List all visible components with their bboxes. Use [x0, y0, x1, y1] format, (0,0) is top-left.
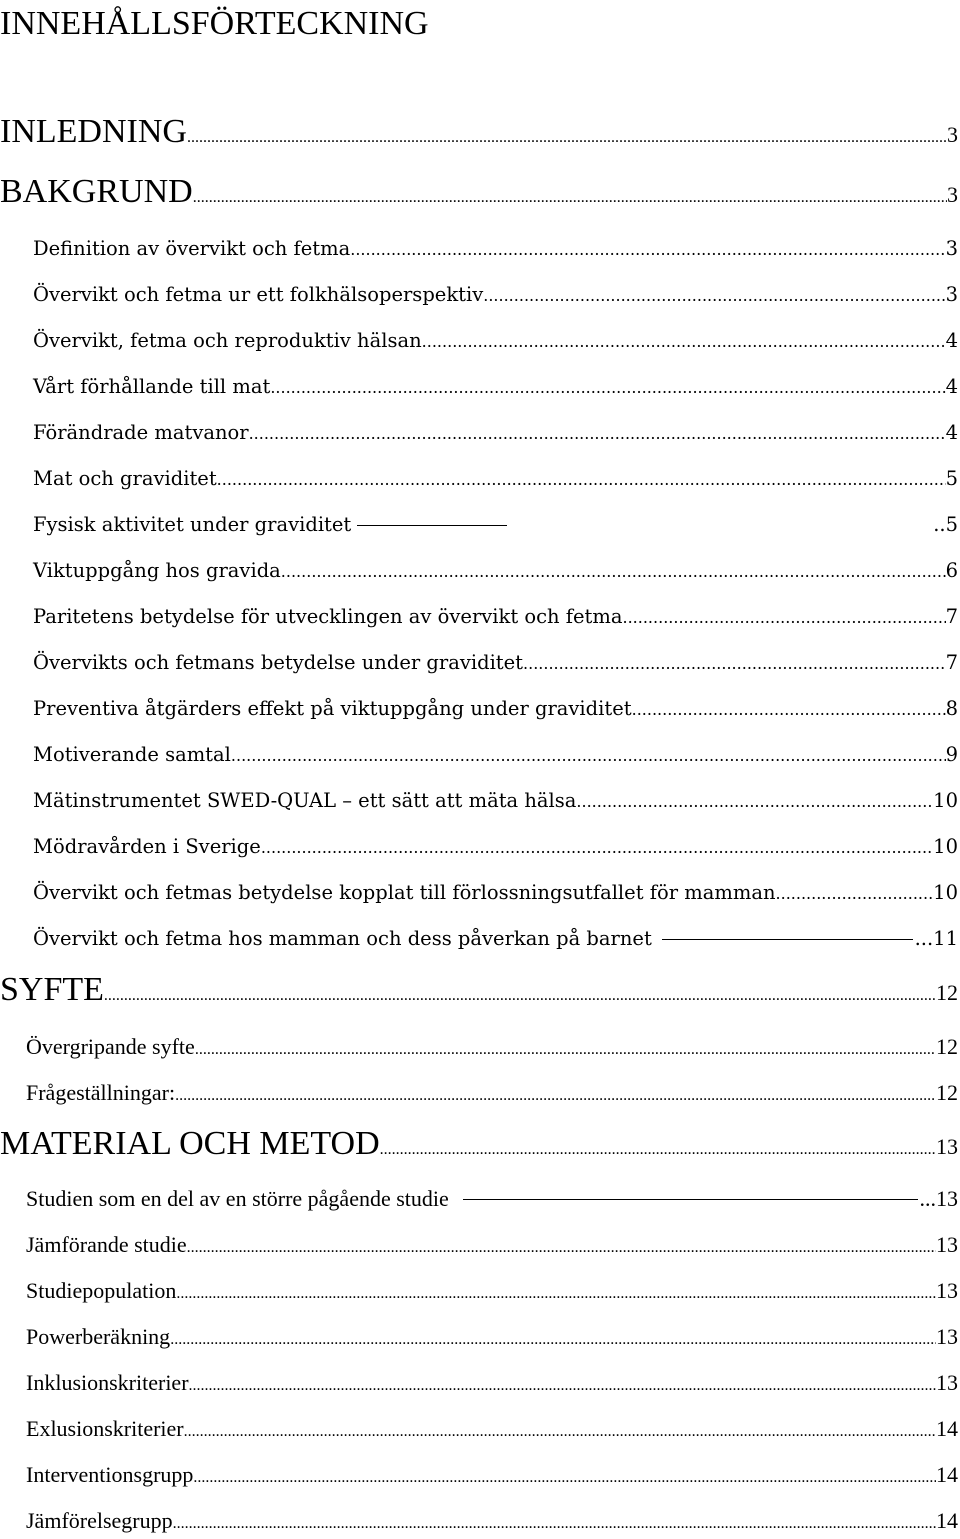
toc-entry-label: SYFTE: [0, 971, 104, 1008]
toc-entry-label: Preventiva åtgärders effekt på viktuppgång under graviditet: [33, 697, 632, 720]
toc-dot-leader: [231, 741, 946, 771]
toc-entry-syfte[interactable]: [0, 968, 958, 1018]
toc-page-number: 3: [945, 237, 958, 260]
toc-page-number: 12: [936, 980, 958, 1005]
toc-page-number: 14: [936, 1508, 958, 1533]
toc-entry-swed-qual[interactable]: [0, 786, 958, 817]
toc-line-leader: [357, 525, 507, 526]
toc-entry-label: Övervikt och fetma hos mamman och dess påverkan på barnet: [33, 927, 652, 950]
toc-entry-label: Övervikt och fetmas betydelse kopplat till förlossningsutfallet för mamman: [33, 881, 776, 904]
toc-line-leader: [463, 1199, 918, 1200]
toc-entry-paverkan-pa-barnet[interactable]: [0, 924, 958, 954]
toc-entry-inledning[interactable]: [0, 110, 958, 160]
toc-page-number: 13: [936, 1278, 958, 1303]
toc-entry-label: Övervikt och fetma ur ett folkhälsoperspektiv: [33, 283, 484, 306]
toc-dot-leader: [350, 235, 945, 265]
toc-entry-forhallande-till-mat[interactable]: [0, 372, 958, 403]
toc-entry-definition[interactable]: [0, 234, 958, 265]
toc-dot-leader: [175, 1081, 936, 1111]
toc-page-number: ..5: [933, 513, 958, 536]
toc-dot-leader: [184, 1417, 936, 1447]
toc-page-number: 5: [945, 467, 958, 490]
toc-dot-leader: [632, 695, 946, 725]
toc-entry-label: Förändrade matvanor: [33, 421, 249, 444]
toc-dot-leader: [189, 1371, 936, 1401]
toc-page-number: ...11: [914, 927, 958, 950]
toc-entry-label: Mat och graviditet: [33, 467, 217, 490]
toc-page-number: 13: [936, 1232, 958, 1257]
toc-page-number: 13: [936, 1324, 958, 1349]
toc-entry-motiverande-samtal[interactable]: [0, 740, 958, 771]
toc-entry-label: Paritetens betydelse för utvecklingen av övervikt och fetma: [33, 605, 623, 628]
toc-dot-leader: [176, 1279, 936, 1309]
toc-entry-fysisk-aktivitet[interactable]: [0, 510, 958, 540]
toc-dot-leader: [576, 787, 933, 817]
toc-entry-label: Jämförande studie: [26, 1232, 187, 1257]
toc-dot-leader: [217, 465, 946, 495]
toc-page-number: 4: [945, 329, 958, 352]
toc-page-number: 13: [936, 1370, 958, 1395]
toc-entry-modravarden[interactable]: [0, 832, 958, 863]
toc-entry-mat-och-graviditet[interactable]: [0, 464, 958, 495]
toc-dot-leader: [193, 176, 947, 220]
toc-entry-label: Övervikts och fetmans betydelse under graviditet: [33, 651, 524, 674]
toc-entry-studien[interactable]: [0, 1184, 958, 1214]
toc-entry-interventionsgrupp[interactable]: [0, 1460, 958, 1493]
toc-dot-leader: [187, 1233, 936, 1263]
toc-page-number: 10: [933, 789, 958, 812]
toc-dot-leader: [281, 557, 946, 587]
toc-entry-label: Mätinstrumentet SWED-QUAL – ett sätt att mäta hälsa: [33, 789, 577, 812]
toc-dot-leader: [195, 1035, 936, 1065]
toc-entry-label: Motiverande samtal: [33, 743, 231, 766]
toc-entry-forlossningsutfallet[interactable]: [0, 878, 958, 909]
toc-dot-leader: [104, 974, 936, 1018]
toc-dot-leader: [380, 1128, 936, 1172]
toc-page-number: 8: [945, 697, 958, 720]
toc-entry-label: Interventionsgrupp: [26, 1462, 194, 1487]
toc-entry-label: Powerberäkning: [26, 1324, 171, 1349]
toc-entry-label: Fysisk aktivitet under graviditet: [33, 513, 352, 536]
toc-entry-folkhalsoperspektiv[interactable]: [0, 280, 958, 311]
toc-entry-label: Exlusionskriterier: [26, 1416, 184, 1441]
toc-entry-studiepopulation[interactable]: [0, 1276, 958, 1309]
toc-entry-label: Mödravården i Sverige: [33, 835, 261, 858]
toc-dot-leader: [483, 281, 945, 311]
toc-entry-label: Övervikt, fetma och reproduktiv hälsan: [33, 329, 422, 352]
toc-entry-label: BAKGRUND: [0, 173, 193, 210]
toc-page-number: 7: [945, 651, 958, 674]
toc-entry-jamforande-studie[interactable]: [0, 1230, 958, 1263]
toc-page-number: ...13: [919, 1186, 958, 1211]
toc-entry-overgripande-syfte[interactable]: [0, 1032, 958, 1065]
toc-entry-fragestallningar[interactable]: [0, 1078, 958, 1111]
toc-entry-label: Jämförelsegrupp: [26, 1508, 173, 1533]
toc-entry-preventiva-atgarder[interactable]: [0, 694, 958, 725]
toc-entry-exlusionskriterier[interactable]: [0, 1414, 958, 1447]
toc-page-number: 9: [945, 743, 958, 766]
toc-dot-leader: [776, 879, 934, 909]
toc-page-number: 10: [933, 835, 958, 858]
toc-page-number: 4: [945, 421, 958, 444]
toc-line-leader: [662, 939, 913, 940]
toc-dot-leader: [523, 649, 946, 679]
toc-dot-leader: [623, 603, 946, 633]
toc-page-number: 10: [933, 881, 958, 904]
toc-entry-inklusionskriterier[interactable]: [0, 1368, 958, 1401]
toc-page-number: 3: [945, 283, 958, 306]
toc-dot-leader: [270, 373, 945, 403]
toc-entry-label: INLEDNING: [0, 113, 187, 150]
toc-entry-label: Frågeställningar:: [26, 1080, 176, 1105]
toc-entry-forandrade-matvanor[interactable]: [0, 418, 958, 449]
toc-dot-leader: [249, 419, 946, 449]
toc-entry-bakgrund[interactable]: [0, 170, 958, 220]
toc-dot-leader: [261, 833, 933, 863]
toc-entry-viktuppgang[interactable]: [0, 556, 958, 587]
toc-entry-label: MATERIAL OCH METOD: [0, 1125, 380, 1162]
toc-page-number: 12: [936, 1034, 958, 1059]
toc-page-number: 14: [936, 1416, 958, 1441]
toc-page-number: 3: [947, 182, 958, 207]
toc-page-number: 6: [945, 559, 958, 582]
toc-entry-label: Studiepopulation: [26, 1278, 177, 1303]
toc-page-number: 14: [936, 1462, 958, 1487]
toc-dot-leader: [170, 1325, 936, 1355]
toc-entry-powerberakning[interactable]: [0, 1322, 958, 1355]
toc-entry-label: Definition av övervikt och fetma: [33, 237, 351, 260]
toc-dot-leader: [187, 116, 947, 160]
toc-entry-label: Vårt förhållande till mat: [33, 375, 271, 398]
toc-entry-label: Övergripande syfte: [26, 1034, 195, 1059]
toc-entry-overvikts-betydelse[interactable]: [0, 648, 958, 679]
toc-dot-leader: [422, 327, 946, 357]
toc-entry-material-och-metod[interactable]: [0, 1122, 958, 1172]
toc-entry-label: Viktuppgång hos gravida: [33, 559, 281, 582]
toc-page-number: 3: [947, 122, 958, 147]
toc-page-number: 7: [945, 605, 958, 628]
toc-title: INNEHÅLLSFÖRTECKNING: [0, 5, 429, 42]
toc-entry-reproduktiv-halsan[interactable]: [0, 326, 958, 357]
toc-entry-jamforelsegrupp[interactable]: [0, 1506, 958, 1539]
toc-entry-label: Studien som en del av en större pågående studie: [26, 1186, 449, 1211]
toc-page-number: 13: [936, 1134, 958, 1159]
toc-page-number: 12: [936, 1080, 958, 1105]
toc-dot-leader: [193, 1463, 936, 1493]
toc-entry-paritetens-betydelse[interactable]: [0, 602, 958, 633]
toc-dot-leader: [173, 1509, 936, 1539]
toc-entry-label: Inklusionskriterier: [26, 1370, 189, 1395]
toc-page-number: 4: [945, 375, 958, 398]
